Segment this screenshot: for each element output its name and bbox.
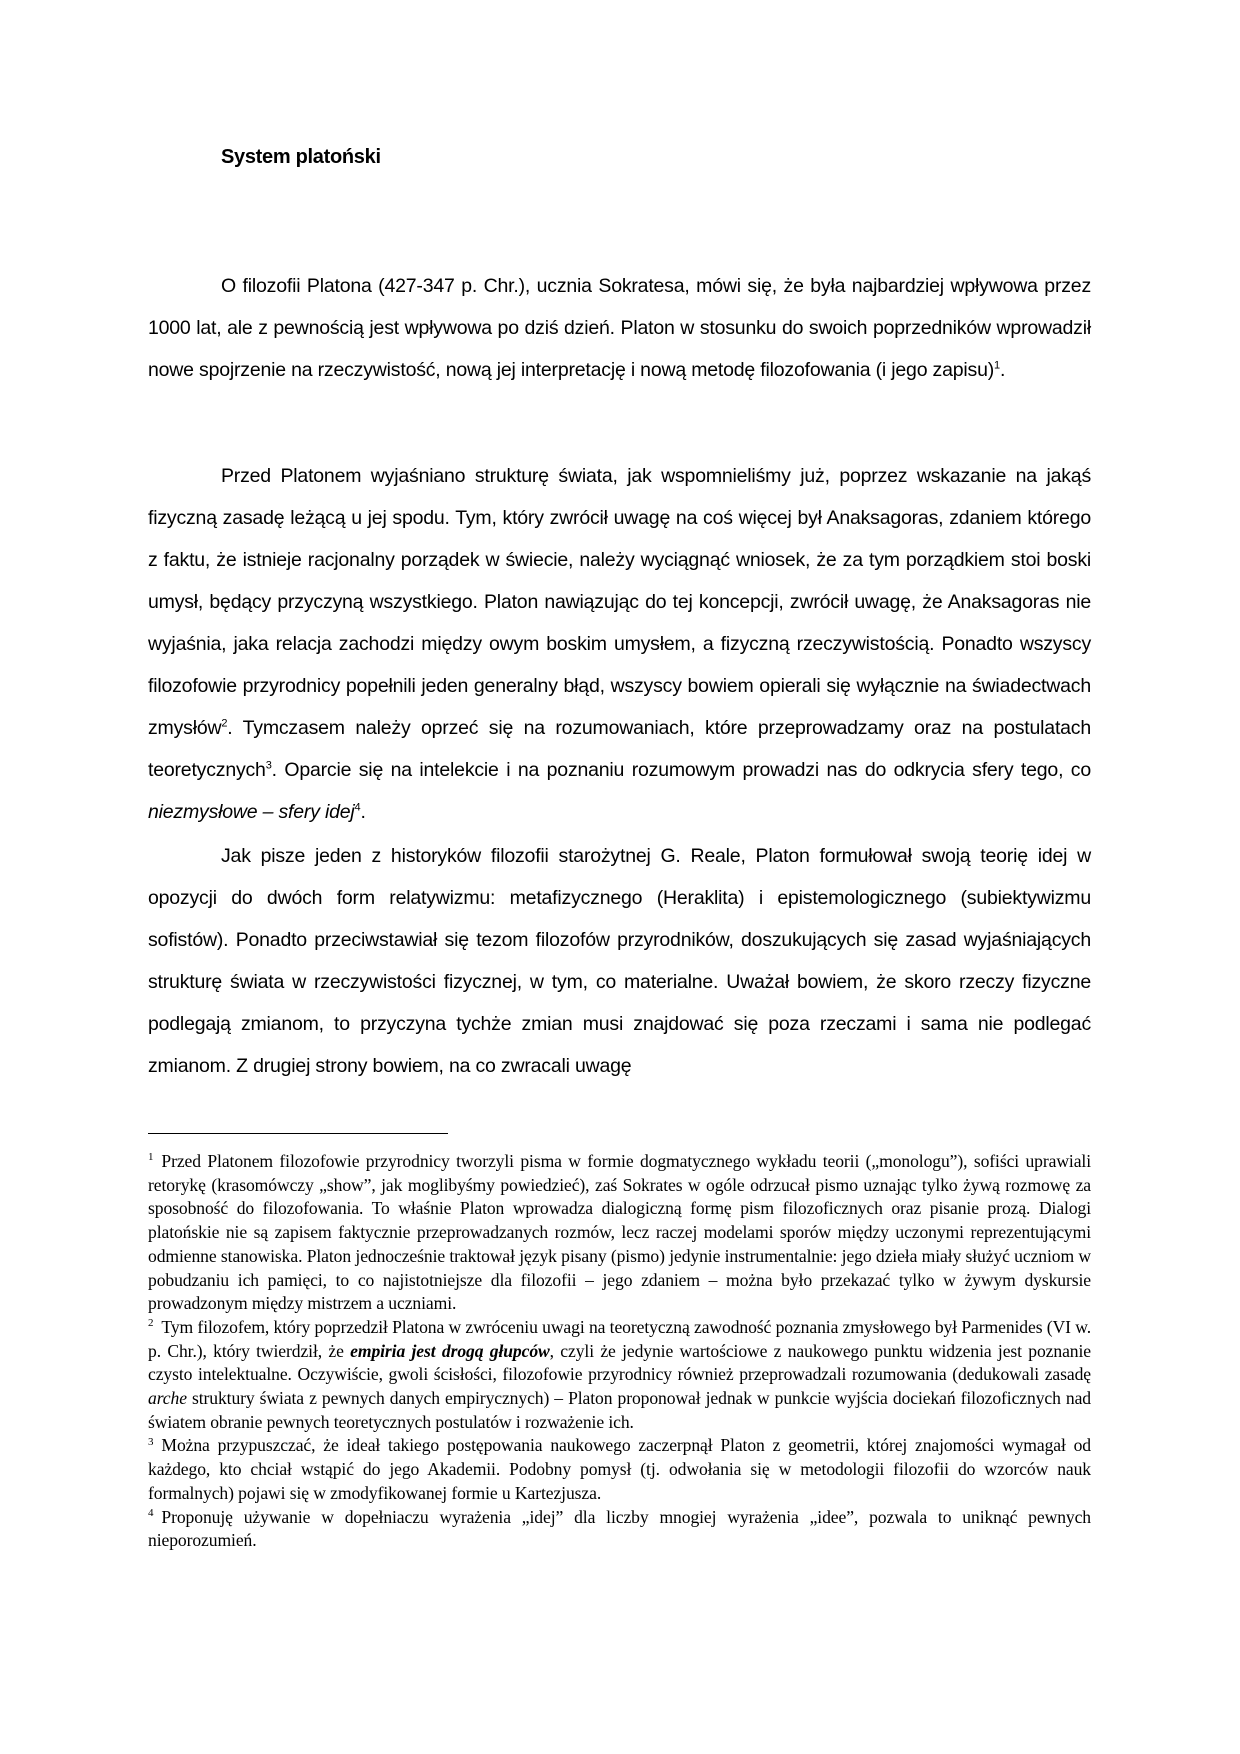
footnote-number: 1 xyxy=(148,1151,154,1164)
footnote-3 xyxy=(148,1434,1091,1505)
footnote-reference: 2 xyxy=(221,717,228,730)
footnote-reference: 4 xyxy=(354,801,361,814)
body-paragraph xyxy=(148,265,1091,391)
body-paragraph xyxy=(148,455,1091,833)
italic-text: niezmysłowe – sfery idej xyxy=(148,801,355,823)
italic-text: arche xyxy=(148,1388,187,1409)
footnote-number: 2 xyxy=(148,1317,154,1330)
footnote-text: Proponuję używanie w dopełniaczu wyrażenia „idej” dla liczby mnogiej wyrażenia „idee”, pozwala to uniknąć pewnych nieporozumień. xyxy=(148,1506,1091,1551)
body-paragraph xyxy=(148,835,1091,1087)
footnote-number: 4 xyxy=(148,1506,154,1519)
footnote-2 xyxy=(148,1316,1091,1435)
footnote-4 xyxy=(148,1506,1091,1553)
footnote-reference: 3 xyxy=(265,759,272,772)
footnote-number: 3 xyxy=(148,1435,154,1448)
paragraph-text: O filozofii Platona (427-347 p. Chr.), ucznia Sokratesa, mówi się, że była najbardziej wpływowa przez 1000 lat, ale z pewnością jest wpływowa po dziś dzień. Platon w stosunku do swoich poprzedników wprowadził nowe spojrzenie na rzeczywistość, nową jej interpretację i nową metodę filozofowania (i jego zapisu)$^1$. xyxy=(148,275,1091,381)
bold-italic-text: empiria jest drogą głupców xyxy=(350,1340,550,1361)
footnotes-section xyxy=(148,1150,1091,1553)
footnote-text: Można przypuszczać, że ideał takiego postępowania naukowego zaczerpnął Platon z geometrii, której znajomości wymagał od każdego, kto chciał wstąpić do jego Akademii. Podobny pomysł (tj. odwołania się w metodologii filozofii do wzorców nauk formalnych) pojawi się w zmodyfikowanej formie u Kartezjusza. xyxy=(148,1435,1091,1503)
page-title: System platoński xyxy=(221,146,381,168)
footnote-separator xyxy=(148,1133,448,1134)
footnote-reference: 1 xyxy=(994,359,1000,372)
paragraph-text: Przed Platonem wyjaśniano strukturę świata, jak wspomnieliśmy już, poprzez wskazanie na jakąś fizyczną zasadę leżącą u jej spodu. Tym, który zwrócił uwagę na coś więcej był Anaksagoras, zdaniem którego z faktu, że istnieje racjonalny porządek w świecie, należy wyciągnąć wniosek, że za tym porządkiem stoi boski umysł, będący przyczyną wszystkiego. Platon nawiązując do tej koncepcji, zwrócił uwagę, że Anaksagoras nie wyjaśnia, jaka relacja zachodzi między owym boskim umysłem, a fizyczną rzeczywistością. Ponadto wszyscy filozofowie przyrodnicy popełnili jeden generalny błąd, wszyscy bowiem opierali się wyłącznie na świadectwach zmysłów$^2$. Tymczasem należy oprzeć się na rozumowaniach, które przeprowadzamy oraz na postulatach teoretycznych$^3$. Oparcie się na intelekcie i na poznaniu rozumowym prowadzi nas do odkrycia sfery tego, co niezmysłowe – sfery idej$^4$. xyxy=(148,465,1091,823)
footnote-1 xyxy=(148,1150,1091,1316)
paragraph-text: Jak pisze jeden z historyków filozofii starożytnej G. Reale, Platon formułował swoją teorię idej w opozycji do dwóch form relatywizmu: metafizycznego (Heraklita) i epistemologicznego (subiektywizmu sofistów). Ponadto przeciwstawiał się tezom filozofów przyrodników, doszukujących się zasad wyjaśniających strukturę świata w rzeczywistości fizycznej, w tym, co materialne. Uważał bowiem, że skoro rzeczy fizyczne podlegają zmianom, to przyczyna tychże zmian musi znajdować się poza rzeczami i sama nie podlegać zmianom. Z drugiej strony bowiem, na co zwracali uwagę xyxy=(148,845,1091,1077)
footnote-text: Przed Platonem filozofowie przyrodnicy tworzyli pisma w formie dogmatycznego wykładu teorii („monologu”), sofiści uprawiali retorykę (krasomówczy „show”, jak moglibyśmy powiedzieć), zaś Sokrates w ogóle odrzucał pismo uznając tylko żywą rozmowę za sposobność do filozofowania. To właśnie Platon wprowadza dialogiczną formę pism filozoficznych oraz pisanie prozą. Dialogi platońskie nie są zapisem faktycznie przeprowadzanych rozmów, lecz raczej modelami sporów między uczonymi reprezentującymi odmienne stanowiska. Platon jednocześnie traktował język pisany (pismo) jedynie instrumentalnie: jego dzieła miały służyć uczniom w pobudzaniu ich pamięci, to co najistotniejsze dla filozofii – jego zdaniem – można było przekazać tylko w żywym dyskursie prowadzonym między mistrzem a uczniami. xyxy=(148,1151,1091,1314)
footnote-text: Tym filozofem, który poprzedził Platona w zwróceniu uwagi na teoretyczną zawodność poznania zmysłowego był Parmenides (VI w. p. Chr.), który twierdził, że empiria jest drogą głupców, czyli że jedynie wartościowe z naukowego punktu widzenia jest poznanie czysto intelektualne. Oczywiście, gwoli ścisłości, filozofowie przyrodnicy również przeprowadzali rozumowania (dedukowali zasadę arche struktury świata z pewnych danych empirycznych) – Platon proponował jednak w punkcie wyjścia dociekań filozoficznych nad światem obranie pewnych teoretycznych postulatów i rozważenie ich. xyxy=(148,1316,1091,1432)
